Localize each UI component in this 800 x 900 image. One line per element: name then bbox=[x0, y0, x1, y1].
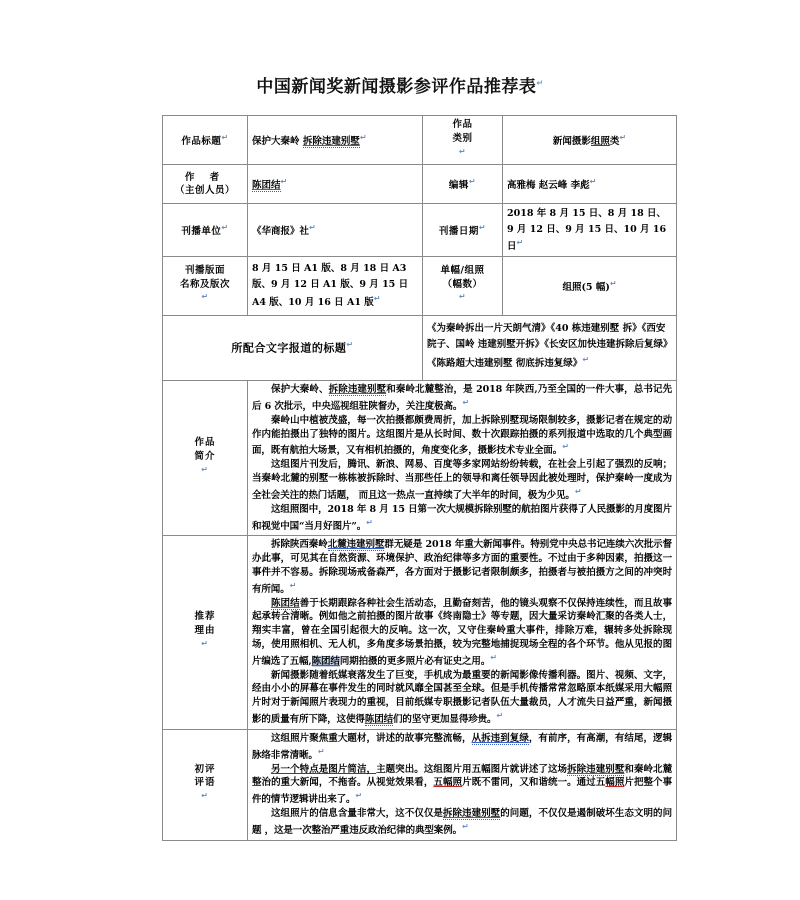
text-run: 新闻摄影随着纸媒衰落发生了巨变，手机成为最重要的新闻影像传播利器。图片、视频、文字，经由小小的屏幕在事件发生的同时就风靡全国甚至全球。但是手机传播常常忽略原本纸媒采用大幅照片时对于新闻照片表现力的重视，目前纸媒专职摄影记者队伍大量裁员，人才流失日益严重，新闻摄影的质量有所下降，这使得 bbox=[252, 669, 672, 726]
value-initial-comment bbox=[248, 729, 677, 840]
value-publish-date: 2018 年 8 月 15 日、8 月 18 日、9 月 12 日、9 月 15 日、10 月 16 日↵ bbox=[503, 204, 677, 257]
label-work-category: 作品 类别 ↵ bbox=[423, 116, 503, 165]
text-run: 这组照图中，2018 年 8 月 15 日第一次大规模拆除别墅的航拍图片获得了人民摄影的月度图片和视觉中国“当月好图片”。 bbox=[252, 503, 672, 532]
pilcrow-icon: ↵ bbox=[496, 710, 504, 720]
paragraph bbox=[252, 414, 672, 458]
label-work-title: 作品标题↵ bbox=[163, 116, 248, 165]
value-single-or-group: 组照(5 幅)↵ bbox=[503, 257, 677, 316]
pilcrow-icon: ↵ bbox=[462, 397, 469, 407]
table-row-reason bbox=[163, 536, 677, 729]
text-run: 拆除违建别墅 bbox=[328, 384, 387, 396]
text-run: ，有前序，有高潮，有结尾，逻辑脉络非常清晰。 bbox=[252, 732, 672, 761]
pilcrow-icon: ↵ bbox=[289, 580, 297, 590]
page-title bbox=[0, 72, 800, 97]
value-publisher: 《华商报》社↵ bbox=[248, 204, 423, 257]
text-run: 另一个特点是图片简洁， bbox=[271, 763, 377, 775]
work-title-underlined: 拆除违建别墅 bbox=[302, 135, 360, 147]
label-initial-comment: 初评 评语 ↵ bbox=[163, 729, 248, 840]
text-run: 片既不雷同，又和谐统一。通过五 bbox=[462, 777, 606, 789]
label-editor: 编辑↵ bbox=[423, 165, 503, 204]
pilcrow-icon: ↵ bbox=[462, 821, 469, 831]
label-accompanying-headline: 所配合文字报道的标题↵ bbox=[163, 316, 423, 381]
text-run: 陈团结 bbox=[271, 597, 300, 609]
text-run: 拆除陕西秦岭 bbox=[271, 539, 328, 551]
table-row-headline bbox=[163, 316, 677, 381]
category-suffix: 类 bbox=[609, 135, 620, 147]
value-author: 陈团结↵ bbox=[248, 165, 423, 204]
paragraph bbox=[252, 763, 672, 807]
pilcrow-icon: ↵ bbox=[366, 517, 373, 527]
text-run: 片把整个事件的情节逻辑讲出来了。 bbox=[252, 777, 672, 806]
table-row-intro bbox=[163, 381, 677, 536]
text-run: 秦岭山中植被茂盛，每一次拍摄都颇费周折，加上拆除别墅现场限制较多，摄影记者在规定的动作内能拍摄出了独特的图片。这组图片是从长时间、数十次跟踪拍摄的系列报道中选取的几个典型画面，既有航拍大场景，又有相机拍摄的，角度变化多，摄影技术专业全面。 bbox=[252, 414, 672, 457]
text-run: 的问题，不仅仅是遏制破坏生态文明的问题 ，这是一次整治严重违反政治纪律的典型案例。 bbox=[252, 808, 673, 836]
text-run: 幅照 bbox=[605, 777, 625, 789]
value-work-category: 新闻摄影组照类↵ bbox=[503, 116, 677, 165]
category-underlined: 组照 bbox=[590, 135, 610, 147]
text-run: 陈团结 bbox=[311, 655, 340, 667]
paragraph bbox=[252, 538, 672, 596]
text-run: 五幅照 bbox=[433, 777, 463, 789]
label-single-or-group: 单幅/组照 （幅数） ↵ bbox=[423, 257, 503, 316]
table-row-author bbox=[163, 165, 677, 204]
category-prefix: 新闻摄影 bbox=[552, 135, 591, 147]
pilcrow-icon: ↵ bbox=[562, 442, 569, 452]
value-work-title: 保护大秦岭 拆除违建别墅↵ bbox=[248, 116, 423, 165]
text-run: 这组照片聚焦重大题材，讲述的故事完整流畅， bbox=[271, 732, 472, 744]
paragraph bbox=[252, 597, 672, 669]
paragraph bbox=[252, 807, 672, 838]
pilcrow-icon: ↵ bbox=[536, 78, 544, 88]
label-publisher: 刊播单位↵ bbox=[163, 204, 248, 257]
value-editor: 高雅梅 赵云峰 李彪↵ bbox=[503, 165, 677, 204]
page-title-text: 中国新闻奖新闻摄影参评作品推荐表 bbox=[256, 77, 537, 97]
recommendation-table bbox=[162, 115, 677, 841]
text-run: 这组照片的信息含量非常大，这不仅仅是 bbox=[271, 808, 443, 820]
text-run: 拆除违建别墅 bbox=[442, 808, 501, 820]
pilcrow-icon: ↵ bbox=[490, 652, 497, 662]
paragraph bbox=[252, 503, 672, 534]
author-name: 陈团结 bbox=[252, 180, 281, 192]
text-run: 北麓违建别墅 bbox=[327, 539, 385, 551]
text-run: 群无疑是 2018 年重大新闻事件。特别党中央总书记连续六次批示督办此事，可见其在自然资源、环境保护、政治纪律等多方面的重要性。不过由于多种因素，拍摄这一事件并不容易。拆除现场戒备森严，各方面对于摄影记者限制颇多，拍摄者与被拍摄方之间的冲突时有所闻。 bbox=[252, 539, 673, 595]
text-run: 这组图片刊发后，腾讯、新浪、网易、百度等多家网站纷纷转载，在社会上引起了强烈的反响；当秦岭北麓的别墅一栋栋被拆除时、当那些任上的领导和离任领导因此被处理时，保护秦岭一度成为全社会关注的热门话题， 而且这一热点一直持续了大半年的时间，极为少见。 bbox=[252, 459, 672, 501]
paragraph bbox=[252, 383, 672, 414]
label-recommend-reason: 推荐 理由 ↵ bbox=[163, 536, 248, 729]
paragraph bbox=[252, 458, 672, 502]
value-recommend-reason bbox=[248, 536, 677, 729]
pilcrow-icon: ↵ bbox=[355, 791, 363, 801]
label-edition: 刊播版面 名称及版次 ↵ bbox=[163, 257, 248, 316]
table-row-title bbox=[163, 116, 677, 165]
text-run: 陈团结 bbox=[364, 714, 394, 726]
text-run: 和秦岭北麓整治的重大新闻，不拖沓。从视觉效果看， bbox=[252, 763, 672, 789]
value-edition: 8 月 15 日 A1 版、8 月 18 日 A3 版、9 月 12 日 A1 版、9 月 15 日 A4 版、10 月 16 日 A1 版↵ bbox=[248, 257, 423, 316]
label-work-intro: 作品 简介 ↵ bbox=[163, 381, 248, 536]
table-row-publisher bbox=[163, 204, 677, 257]
table-row-comment bbox=[163, 729, 677, 840]
pilcrow-icon: ↵ bbox=[574, 486, 582, 496]
text-run: 同期拍摄的更多照片必有证史之用。 bbox=[339, 655, 491, 667]
text-run: 拆除违建别墅 bbox=[567, 763, 625, 775]
paragraph bbox=[252, 669, 672, 727]
text-run: 们的坚守更加显得珍贵。 bbox=[393, 714, 497, 726]
paragraph bbox=[252, 732, 672, 763]
work-title-plain: 保护大秦岭 bbox=[252, 135, 303, 147]
text-run: 保护大秦岭、 bbox=[271, 384, 329, 396]
table-row-edition bbox=[163, 257, 677, 316]
text-run: 从拆违到复绿 bbox=[471, 732, 529, 744]
text-run: 和秦岭北麓整治，是 2018 年陕西,乃至全国的一件大事，总书记先后 6 次批示，中央巡视组驻陕督办，关注度极高。 bbox=[252, 384, 672, 413]
label-author: 作 者 （主创人员） bbox=[163, 165, 248, 204]
text-run: 主题突出。这组图片用五幅图片就讲述了这场 bbox=[376, 763, 568, 775]
label-publish-date: 刊播日期↵ bbox=[423, 204, 503, 257]
value-accompanying-headline: 《为秦岭拆出一片天朗气清》《40 栋违建别墅 拆》《西安院子、国岭 违建别墅开拆》《长安区加快违建拆除后复绿》《陈路超大违建别墅 彻底拆违复绿》↵ bbox=[423, 316, 677, 381]
text-run: 善于长期跟踪各种社会生活动态，且勤奋刻苦，他的镜头观察不仅保持连续性，而且故事起承转合清晰。例如他之前拍摄的图片故事《终南隐士》等专题，因大量采访秦岭汇聚的各类人士，翔实丰富，曾在全国引起很大的反响。这一次，又守住秦岭重大事件，排除万难，辗转多处拆除现场，使用照相机、无人机，多角度多场景拍摄，较为完整地捕捉现场全程的各个环节。他从见报的图片编选了五幅, bbox=[252, 597, 672, 667]
pilcrow-icon: ↵ bbox=[317, 746, 325, 756]
value-work-intro bbox=[248, 381, 677, 536]
